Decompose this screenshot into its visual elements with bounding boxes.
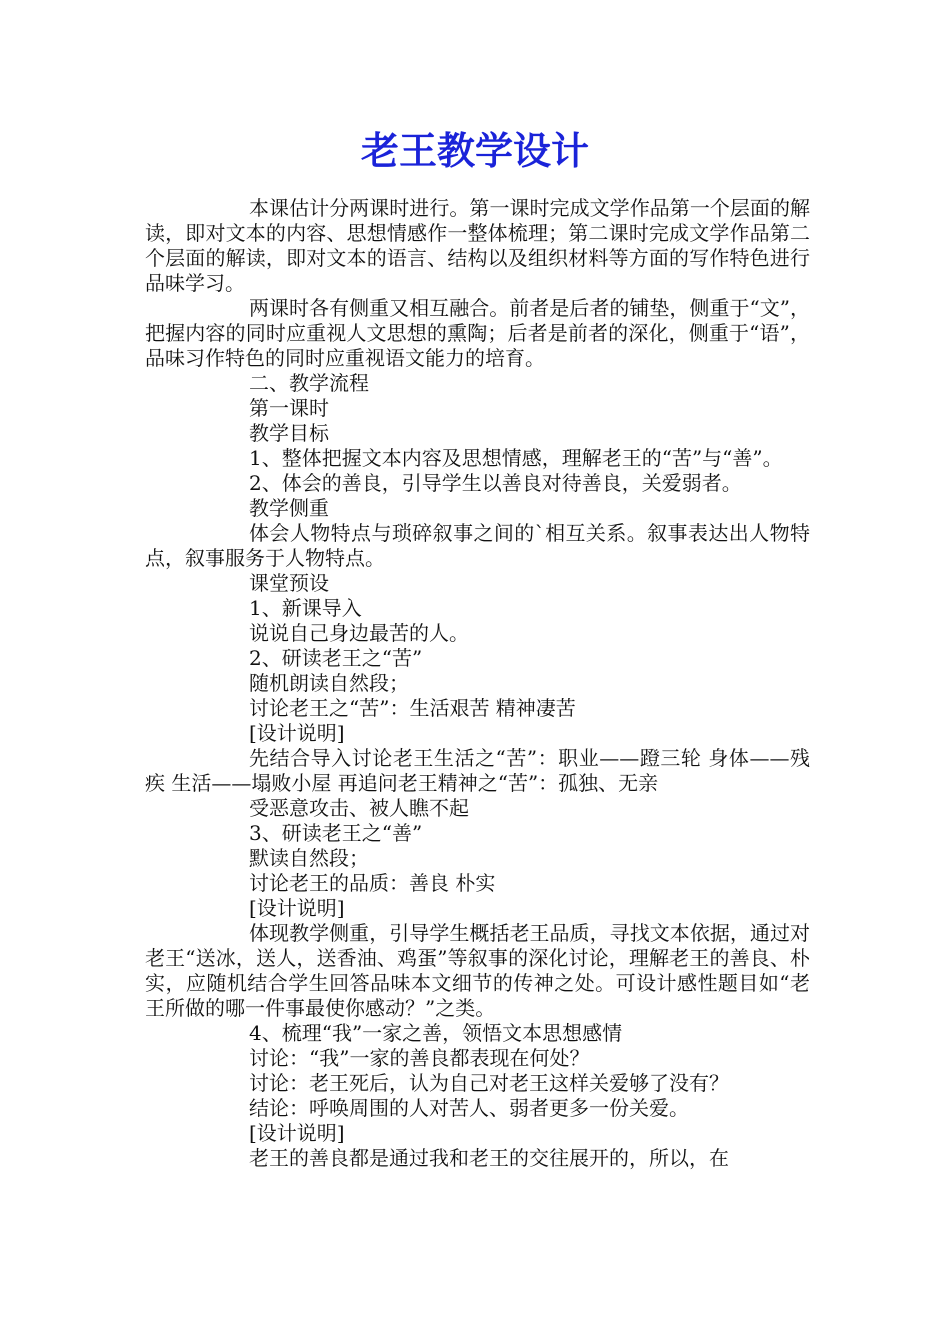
heading-class-preset: 课堂预设: [249, 571, 329, 595]
heading-teaching-goals: 教学目标: [249, 421, 329, 445]
document-title: 老王教学设计: [360, 129, 589, 173]
heading-first-lesson: 第一课时: [249, 396, 329, 420]
heading-teaching-process: 二、教学流程: [249, 371, 369, 395]
design-note-label: [设计说明]: [249, 721, 345, 745]
step-silent-reading: 默读自然段；: [249, 846, 369, 870]
paragraph-design-note-suffering: 先结合导入讨论老王生活之“苦”：职业——蹬三轮 身体——残疾 生活——塌败小屋 再追问老王精神之“苦”：孤独、无亲: [145, 746, 810, 795]
step-new-lesson-intro: 1、新课导入: [249, 596, 362, 620]
design-note-label: [设计说明]: [249, 1121, 345, 1145]
heading-teaching-focus: 教学侧重: [249, 496, 329, 520]
paragraph-course-plan: 本课估计分两课时进行。第一课时完成文学作品第一个层面的解读，即对文本的内容、思想情感作一整体梳理；第二课时完成文学作品第二个层面的解读，即对文本的语言、结构以及组织材料等方面的写作特色进行品味学习。: [145, 196, 810, 295]
step-family-kindness: 4、梳理“我”一家之善，领悟文本思想感情: [249, 1021, 623, 1045]
design-note-label: [设计说明]: [249, 896, 345, 920]
step-study-kindness: 3、研读老王之“善”: [249, 821, 423, 845]
paragraph-teaching-focus: 体会人物特点与琐碎叙事之间的`相互关系。叙事表达出人物特点，叙事服务于人物特点。: [145, 521, 810, 570]
step-attacked: 受恶意攻击、被人瞧不起: [249, 796, 469, 820]
goal-item-1: 1、整体把握文本内容及思想情感，理解老王的“苦”与“善”。: [249, 446, 783, 470]
step-discuss-quality: 讨论老王的品质：善良 朴实: [249, 871, 496, 895]
step-conclusion: 结论：呼唤周围的人对苦人、弱者更多一份关爱。: [249, 1096, 689, 1120]
document-body: [145, 196, 810, 1171]
paragraph-course-focus: 两课时各有侧重又相互融合。前者是后者的铺垫，侧重于“文”，把握内容的同时应重视人文思想的熏陶；后者是前者的深化，侧重于“语”，品味习作特色的同时应重视语文能力的培育。: [145, 296, 810, 370]
step-discuss-family: 讨论：“我”一家的善良都表现在何处？: [249, 1046, 590, 1070]
goal-item-2: 2、体会的善良，引导学生以善良对待善良，关爱弱者。: [249, 471, 742, 495]
step-read-aloud: 随机朗读自然段；: [249, 671, 409, 695]
paragraph-design-note-family: 老王的善良都是通过我和老王的交往展开的，所以，在: [249, 1146, 729, 1170]
step-intro-detail: 说说自己身边最苦的人。: [249, 621, 469, 645]
step-discuss-care: 讨论：老王死后，认为自己对老王这样关爱够了没有？: [249, 1071, 729, 1095]
step-study-suffering: 2、研读老王之“苦”: [249, 646, 423, 670]
paragraph-design-note-kindness: 体现教学侧重，引导学生概括老王品质，寻找文本依据，通过对老王“送冰，送人，送香油、鸡蛋”等叙事的深化讨论，理解老王的善良、朴实，应随机结合学生回答品味本文细节的传神之处。可设计感性题目如“老王所做的哪一件事最使你感动？”之类。: [145, 921, 810, 1020]
step-discuss-suffering: 讨论老王之“苦”：生活艰苦 精神凄苦: [249, 696, 576, 720]
